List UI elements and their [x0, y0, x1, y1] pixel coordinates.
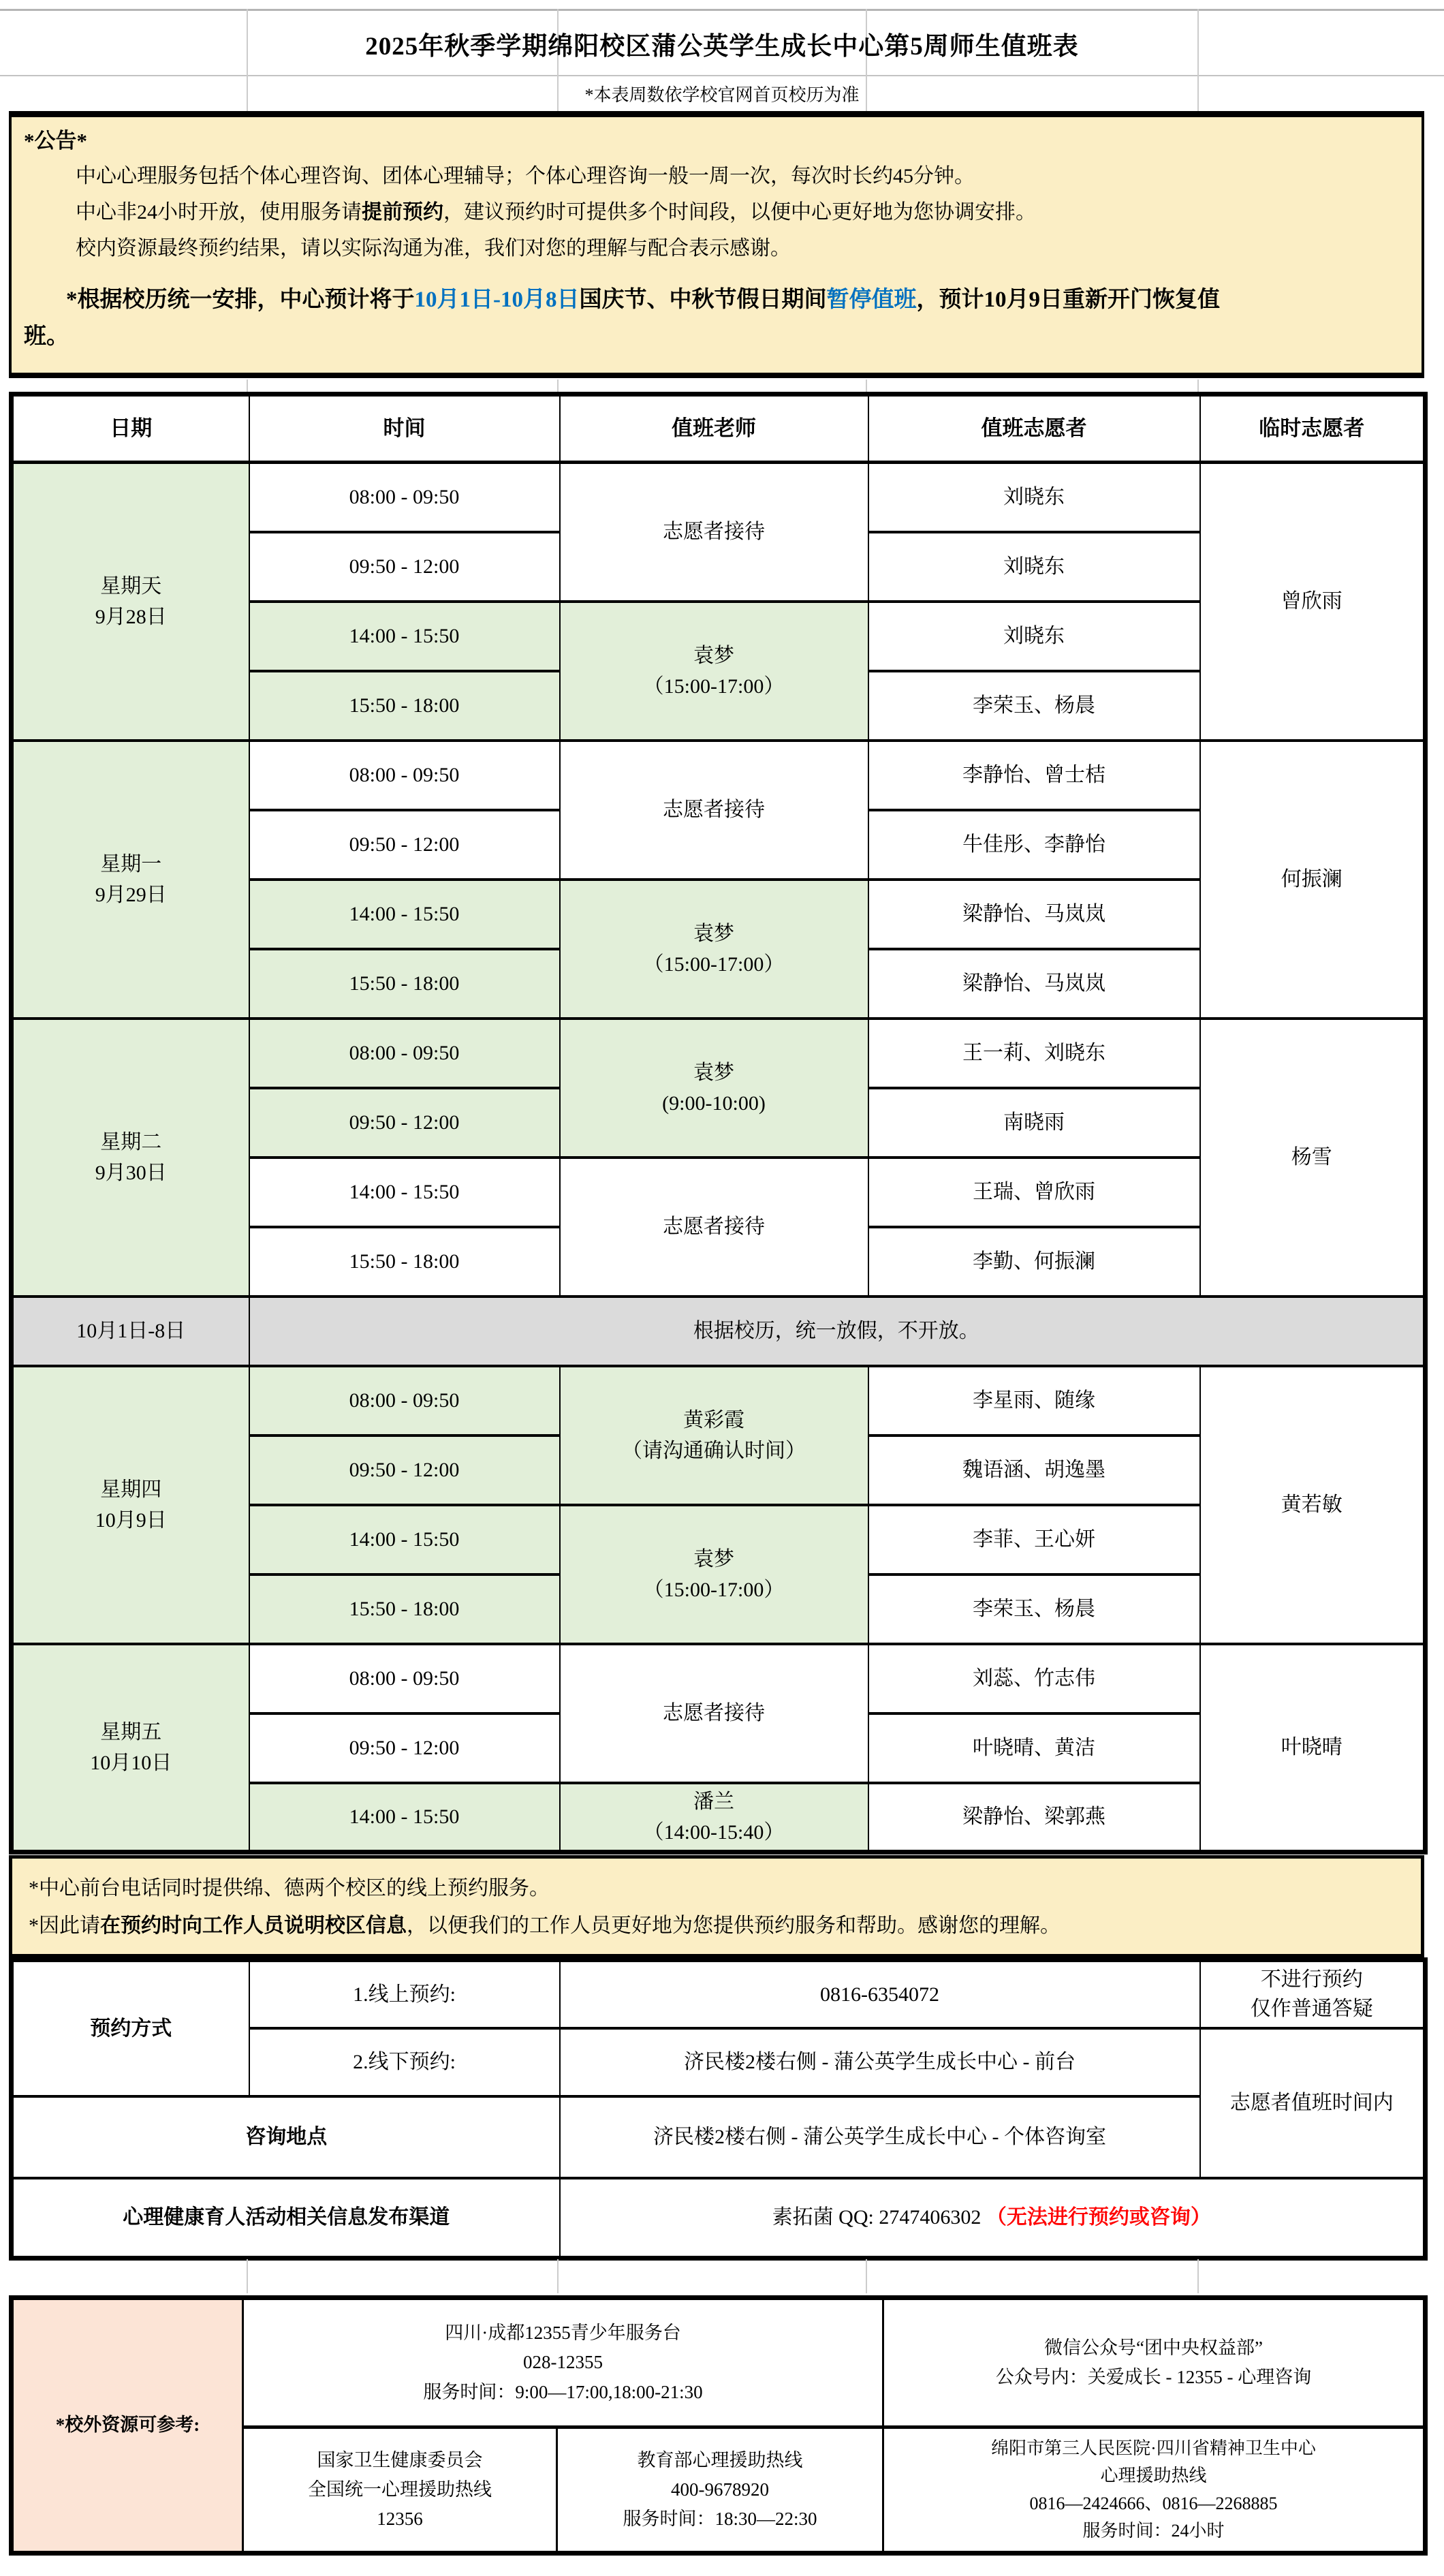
online-booking-note	[1200, 1960, 1426, 2028]
gridline-vertical	[557, 2259, 559, 2293]
volunteer-cell: 刘晓东	[868, 602, 1200, 671]
consult-location-value: 济民楼2楼右侧 - 蒲公英学生成长中心 - 个体咨询室	[560, 2096, 1200, 2178]
time-cell: 09:50 - 12:00	[249, 532, 560, 602]
header-cell-teacher: 值班老师	[560, 394, 868, 463]
online-booking-phone: 0816-6354072	[560, 1960, 1200, 2028]
weekday-label: 星期天	[100, 574, 162, 598]
teacher-name: 袁梦	[693, 922, 734, 945]
gridline-vertical	[247, 379, 248, 392]
online-note-line: 不进行预约	[1260, 1968, 1363, 1991]
announcement-text: ，建议预约时可提供多个时间段，以便中心更好地为您协调安排。	[443, 201, 1036, 223]
announcement-block	[9, 111, 1424, 378]
time-cell: 14:00 - 15:50	[249, 880, 560, 949]
temp-volunteer-cell: 何振澜	[1200, 741, 1426, 1019]
holiday-date-cell: 10月1日-8日	[12, 1297, 249, 1366]
teacher-name: 志愿者接待	[663, 521, 765, 544]
wechat-line: 公众号内：关爱成长 - 12355 - 心理咨询	[995, 2367, 1312, 2387]
nhc-line: 全国统一心理援助热线	[308, 2479, 492, 2500]
date-cell	[12, 741, 249, 1019]
gridline-vertical	[866, 2259, 867, 2293]
announcement-line	[24, 194, 1407, 230]
nhc-line: 12356	[377, 2509, 423, 2530]
teacher-note: （15:00-17:00）	[643, 1578, 785, 1601]
header-cell-time: 时间	[249, 394, 560, 463]
offline-booking-note: 志愿者值班时间内	[1200, 2028, 1426, 2178]
announcement-text: 中心非24小时开放，使用服务请	[76, 201, 362, 223]
volunteer-cell: 王瑞、曾欣雨	[868, 1158, 1200, 1227]
teacher-cell	[560, 741, 868, 880]
time-cell: 14:00 - 15:50	[249, 1505, 560, 1574]
time-cell: 09:50 - 12:00	[249, 1713, 560, 1783]
date-label: 9月28日	[95, 605, 167, 628]
temp-volunteer-cell: 黄若敏	[1200, 1366, 1426, 1644]
temp-volunteer-cell: 杨雪	[1200, 1019, 1426, 1297]
hospital-line: 绵阳市第三人民医院·四川省精神卫生中心	[991, 2438, 1316, 2458]
time-cell: 08:00 - 09:50	[249, 1366, 560, 1436]
announcement-text: 班。	[24, 324, 69, 349]
teacher-name: 袁梦	[693, 1061, 734, 1084]
announcement-holiday-notice	[24, 281, 1407, 355]
campus-note-text: ，以便我们的工作人员更好地为您提供预约服务和帮助。感谢您的理解。	[407, 1914, 1061, 1937]
volunteer-cell: 梁静怡、马岚岚	[868, 880, 1200, 949]
page-subtitle: *本表周数依学校官网首页校历为准	[584, 84, 860, 105]
holiday-dates-highlight: 10月1日-10月8日	[414, 288, 580, 312]
weekday-label: 星期四	[100, 1478, 162, 1501]
volunteer-cell: 李荣玉、杨晨	[868, 1574, 1200, 1644]
announcement-text: 国庆节、中秋节假日期间	[579, 288, 827, 312]
info-channel-value	[560, 2178, 1426, 2259]
sc12355-cell	[243, 2298, 883, 2427]
teacher-cell	[560, 463, 868, 602]
gridline-vertical	[1197, 379, 1199, 392]
date-cell	[12, 1366, 249, 1644]
wechat-line: 微信公众号“团中央权益部”	[1044, 2337, 1263, 2358]
hospital-line: 0816—2424666、0816—2268885	[1029, 2493, 1278, 2513]
gridline-vertical	[557, 379, 559, 392]
header-cell-date: 日期	[12, 394, 249, 463]
booking-info-table	[9, 1957, 1428, 2261]
volunteer-cell: 刘晓东	[868, 463, 1200, 532]
gridline-vertical	[1197, 2259, 1199, 2293]
nhc-hotline-cell	[243, 2427, 557, 2554]
header-cell-volunteer: 值班志愿者	[868, 394, 1200, 463]
gridline-vertical	[866, 379, 867, 392]
teacher-cell	[560, 1366, 868, 1505]
time-cell: 14:00 - 15:50	[249, 602, 560, 671]
time-cell: 15:50 - 18:00	[249, 1227, 560, 1297]
weekday-label: 星期五	[100, 1720, 162, 1743]
volunteer-cell: 刘晓东	[868, 532, 1200, 602]
suspend-duty-highlight: 暂停值班	[826, 288, 917, 312]
teacher-cell	[560, 1783, 868, 1852]
time-cell: 08:00 - 09:50	[249, 741, 560, 810]
volunteer-cell: 李星雨、随缘	[868, 1366, 1200, 1436]
volunteer-cell: 梁静怡、马岚岚	[868, 949, 1200, 1019]
teacher-name: 志愿者接待	[663, 1702, 765, 1724]
moe-line: 400-9678920	[671, 2479, 769, 2500]
teacher-cell	[560, 1505, 868, 1644]
temp-volunteer-cell: 曾欣雨	[1200, 463, 1426, 741]
time-cell: 15:50 - 18:00	[249, 949, 560, 1019]
volunteer-cell: 王一莉、刘晓东	[868, 1019, 1200, 1088]
time-cell: 14:00 - 15:50	[249, 1158, 560, 1227]
teacher-note: （15:00-17:00）	[643, 952, 785, 976]
date-label: 10月9日	[95, 1508, 167, 1532]
page-title: 2025年秋季学期绵阳校区蒲公英学生成长中心第5周师生值班表	[365, 32, 1079, 61]
teacher-cell	[560, 602, 868, 741]
volunteer-cell: 李静怡、曾士桔	[868, 741, 1200, 810]
teacher-note: (9:00-10:00)	[662, 1091, 766, 1115]
campus-note-bold-text: 在预约时向工作人员说明校区信息	[100, 1914, 407, 1937]
hospital-hotline-cell	[883, 2427, 1426, 2554]
nhc-line: 国家卫生健康委员会	[317, 2449, 483, 2470]
offline-booking-location: 济民楼2楼右侧 - 蒲公英学生成长中心 - 前台	[560, 2028, 1200, 2096]
date-label: 9月29日	[95, 883, 167, 906]
volunteer-cell: 牛佳彤、李静怡	[868, 810, 1200, 880]
teacher-cell	[560, 1644, 868, 1783]
hospital-line: 心理援助热线	[1100, 2466, 1207, 2486]
volunteer-cell: 叶晓晴、黄洁	[868, 1713, 1200, 1783]
volunteer-cell: 南晓雨	[868, 1088, 1200, 1158]
time-cell: 08:00 - 09:50	[249, 1644, 560, 1713]
teacher-cell	[560, 1158, 868, 1297]
info-channel-label: 心理健康育人活动相关信息发布渠道	[12, 2178, 560, 2259]
consult-location-label: 咨询地点	[12, 2096, 560, 2178]
time-cell: 15:50 - 18:00	[249, 1574, 560, 1644]
campus-note-line	[29, 1907, 1404, 1944]
time-cell: 09:50 - 12:00	[249, 1088, 560, 1158]
teacher-note: （15:00-17:00）	[643, 674, 785, 698]
external-resources-label: *校外资源可参考:	[12, 2298, 243, 2554]
announcement-line: 校内资源最终预约结果，请以实际沟通为准，我们对您的理解与配合表示感谢。	[76, 237, 791, 260]
date-cell	[12, 1644, 249, 1852]
gridline-vertical	[247, 2259, 248, 2293]
weekday-label: 星期二	[100, 1130, 162, 1153]
teacher-note: （请沟通确认时间）	[622, 1439, 806, 1462]
teacher-name: 潘兰	[693, 1790, 734, 1813]
volunteer-cell: 李荣玉、杨晨	[868, 671, 1200, 741]
campus-note-block	[9, 1855, 1424, 1957]
campus-note-line: *中心前台电话同时提供绵、德两个校区的线上预约服务。	[29, 1877, 550, 1899]
volunteer-cell: 刘蕊、竹志伟	[868, 1644, 1200, 1713]
sc12355-line: 四川·成都12355青少年服务台	[445, 2323, 681, 2344]
holiday-note-cell: 根据校历，统一放假，不开放。	[249, 1297, 1426, 1366]
announcement-heading: *公告*	[24, 129, 87, 153]
time-cell: 09:50 - 12:00	[249, 1436, 560, 1505]
announcement-text: *根据校历统一安排，中心预计将于	[66, 288, 415, 312]
sc12355-line: 028-12355	[523, 2352, 603, 2373]
temp-volunteer-cell: 叶晓晴	[1200, 1644, 1426, 1852]
time-cell: 08:00 - 09:50	[249, 463, 560, 532]
volunteer-cell: 李菲、王心妍	[868, 1505, 1200, 1574]
announcement-text: ，预计10月9日重新开门恢复值	[916, 288, 1220, 312]
moe-hotline-cell	[557, 2427, 883, 2554]
time-cell: 14:00 - 15:50	[249, 1783, 560, 1852]
duty-schedule-table	[9, 392, 1428, 1855]
announcement-bold-text: 提前预约	[362, 201, 443, 223]
teacher-name: 袁梦	[693, 644, 734, 667]
volunteer-cell: 李勤、何振澜	[868, 1227, 1200, 1297]
teacher-name: 志愿者接待	[663, 1215, 765, 1238]
moe-line: 服务时间：18:30—22:30	[623, 2509, 817, 2530]
weekday-label: 星期一	[100, 852, 162, 875]
volunteer-cell: 魏语涵、胡逸墨	[868, 1436, 1200, 1505]
teacher-cell	[560, 1019, 868, 1158]
teacher-cell	[560, 880, 868, 1019]
volunteer-cell: 梁静怡、梁郭燕	[868, 1783, 1200, 1852]
date-cell	[12, 1019, 249, 1297]
offline-booking-label: 2.线下预约:	[249, 2028, 560, 2096]
time-cell: 08:00 - 09:50	[249, 1019, 560, 1088]
hospital-line: 服务时间：24小时	[1082, 2520, 1225, 2541]
date-label: 10月10日	[90, 1751, 172, 1774]
online-booking-label: 1.线上预约:	[249, 1960, 560, 2028]
sc12355-line: 服务时间：9:00—17:00,18:00-21:30	[423, 2381, 703, 2402]
channel-warning-text: （无法进行预约或咨询）	[986, 2206, 1211, 2229]
qq-channel-text: 素拓菌 QQ: 2747406302	[772, 2206, 982, 2229]
teacher-note: （14:00-15:40）	[643, 1820, 785, 1844]
campus-note-text: *因此请	[29, 1914, 100, 1937]
time-cell: 09:50 - 12:00	[249, 810, 560, 880]
teacher-name: 袁梦	[693, 1547, 734, 1570]
time-cell: 15:50 - 18:00	[249, 671, 560, 741]
date-cell	[12, 463, 249, 741]
external-resources-table	[9, 2295, 1428, 2556]
teacher-name: 黄彩霞	[683, 1408, 744, 1431]
date-label: 9月30日	[95, 1161, 167, 1184]
wechat-cell	[883, 2298, 1426, 2427]
booking-method-label: 预约方式	[12, 1960, 249, 2096]
header-cell-temp-volunteer: 临时志愿者	[1200, 394, 1426, 463]
moe-line: 教育部心理援助热线	[637, 2449, 803, 2470]
teacher-name: 志愿者接待	[663, 798, 765, 821]
online-note-line: 仅作普通答疑	[1250, 1998, 1373, 2021]
announcement-line: 中心心理服务包括个体心理咨询、团体心理辅导；个体心理咨询一般一周一次，每次时长约45分钟。	[76, 165, 975, 187]
